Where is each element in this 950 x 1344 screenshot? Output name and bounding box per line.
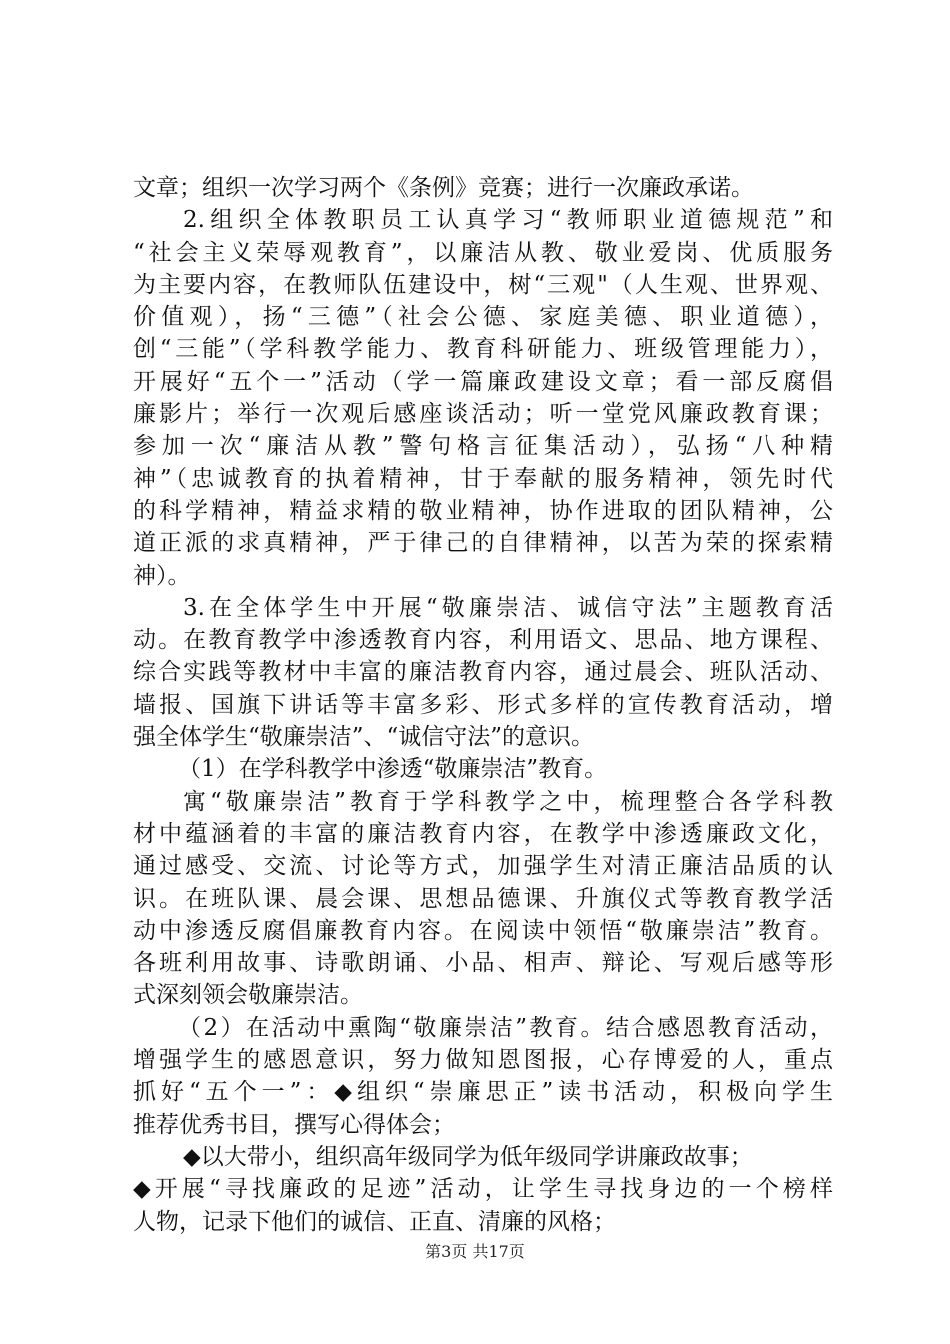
text-line: 文章；组织一次学习两个《条例》竞赛；进行一次廉政承诺。 [133, 175, 754, 201]
text-line: 参加一次“廉洁从教”警句格言征集活动），弘扬“八种精 [133, 433, 833, 460]
page-number: 第3页 共17页 [425, 1242, 525, 1261]
page-footer [0, 1239, 950, 1262]
text-line: 廉影片；举行一次观后感座谈活动；听一堂党风廉政教育课； [133, 401, 833, 428]
text-line: （2）在活动中熏陶“敬廉崇洁”教育。结合感恩教育活动， [178, 1014, 833, 1041]
text-line: 动中渗透反腐倡廉教育内容。在阅读中领悟“敬廉崇洁”教育。 [133, 917, 833, 944]
text-line: 材中蕴涵着的丰富的廉洁教育内容，在教学中渗透廉政文化， [133, 820, 833, 847]
text-line: 2.组织全体教职员工认真学习“教师职业道德规范”和 [183, 207, 833, 234]
text-line: 动。在教育教学中渗透教育内容，利用语文、思品、地方课程、 [133, 627, 833, 654]
body-text [133, 172, 833, 1238]
text-line: （1）在学科教学中渗透“敬廉崇洁”教育。 [178, 756, 608, 783]
text-line: 为主要内容，在教师队伍建设中，树“三观"（人生观、世界观、 [133, 271, 833, 298]
text-line: ◆开展“寻找廉政的足迹”活动，让学生寻找身边的一个榜样 [133, 1176, 833, 1203]
text-line: 创“三能”（学科教学能力、教育科研能力、班级管理能力）， [133, 336, 833, 363]
text-line: 强全体学生“敬廉崇洁”、“诚信守法”的意识。 [133, 724, 595, 751]
text-line: 神”（忠诚教育的执着精神，甘于奉献的服务精神，领先时代 [133, 465, 833, 492]
text-line: 推荐优秀书目，撰写心得体会； [133, 1111, 455, 1138]
text-line: 式深刻领会敬廉崇洁。 [133, 982, 363, 1009]
text-line: 增强学生的感恩意识，努力做知恩图报，心存博爱的人，重点 [133, 1047, 833, 1074]
text-line: 开展好“五个一”活动（学一篇廉政建设文章；看一部反腐倡 [133, 368, 833, 395]
text-line: ◆以大带小，组织高年级同学为低年级同学讲廉政故事； [183, 1143, 753, 1170]
text-line: 墙报、国旗下讲话等丰富多彩、形式多样的宣传教育活动，增 [133, 691, 833, 718]
text-line: 神）。 [133, 562, 191, 589]
text-line: 3.在全体学生中开展“敬廉崇洁、诚信守法”主题教育活 [183, 594, 833, 621]
text-line: 的科学精神，精益求精的敬业精神，协作进取的团队精神，公 [133, 497, 833, 524]
text-line: 通过感受、交流、讨论等方式，加强学生对清正廉洁品质的认 [133, 853, 833, 880]
text-line: 价值观），扬“三德”（社会公德、家庭美德、职业道德）， [133, 304, 833, 331]
text-line: 人物，记录下他们的诚信、正直、清廉的风格； [133, 1208, 616, 1235]
text-line: “社会主义荣辱观教育”，以廉洁从教、敬业爱岗、优质服务 [133, 239, 833, 266]
text-line: 识。在班队课、晨会课、思想品德课、升旗仪式等教育教学活 [133, 885, 833, 912]
text-line: 各班利用故事、诗歌朗诵、小品、相声、辩论、写观后感等形 [133, 950, 833, 977]
text-line: 道正派的求真精神，严于律己的自律精神，以苦为荣的探索精 [133, 530, 833, 557]
text-line: 抓好“五个一”：◆组织“崇廉思正”读书活动，积极向学生 [133, 1079, 833, 1106]
text-line: 寓“敬廉崇洁”教育于学科教学之中，梳理整合各学科教 [183, 788, 833, 815]
text-line: 综合实践等教材中丰富的廉洁教育内容，通过晨会、班队活动、 [133, 659, 833, 686]
